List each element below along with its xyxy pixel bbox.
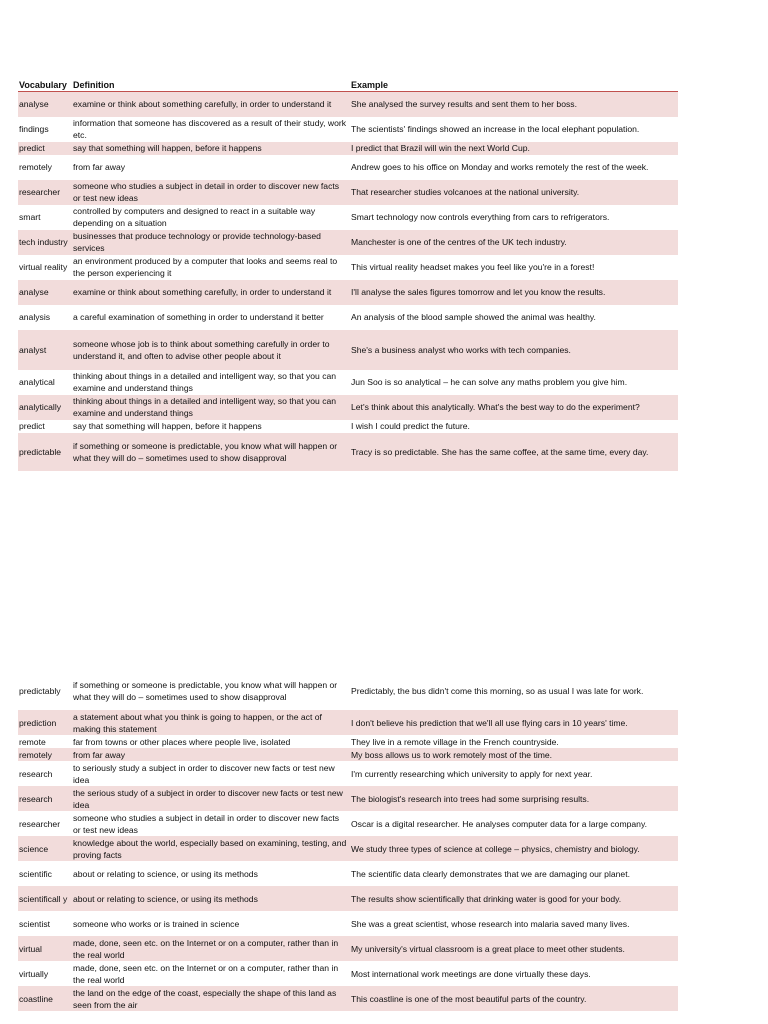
example-cell: This virtual reality headset makes you feel like you're in a forest! (350, 255, 678, 280)
definition-cell: someone who studies a subject in detail in order to discover new facts or test new ideas (72, 811, 350, 836)
example-column-header: Example (350, 78, 678, 92)
table-row (18, 330, 678, 370)
table-row (18, 836, 678, 861)
definition-cell: thinking about things in a detailed and intelligent way, so that you can examine and understand things (72, 395, 350, 420)
example-cell: She's a business analyst who works with tech companies. (350, 330, 678, 370)
table-row (18, 786, 678, 811)
table-row (18, 230, 678, 255)
vocabulary-cell: remotely (18, 748, 72, 761)
table-row (18, 117, 678, 142)
example-cell: We study three types of science at college – physics, chemistry and biology. (350, 836, 678, 861)
example-cell: The biologist's research into trees had some surprising results. (350, 786, 678, 811)
vocabulary-table (18, 78, 678, 471)
definition-cell: if something or someone is predictable, you know what will happen or what they will do – sometimes used to show disapproval (72, 672, 350, 710)
table-row (18, 911, 678, 936)
vocabulary-cell: scientist (18, 911, 72, 936)
vocabulary-cell: researcher (18, 180, 72, 205)
table-row (18, 936, 678, 961)
table-row (18, 280, 678, 305)
example-cell: My university's virtual classroom is a great place to meet other students. (350, 936, 678, 961)
definition-cell: thinking about things in a detailed and intelligent way, so that you can examine and understand things (72, 370, 350, 395)
definition-cell: an environment produced by a computer that looks and seems real to the person experiencing it (72, 255, 350, 280)
example-cell: Smart technology now controls everything from cars to refrigerators. (350, 205, 678, 230)
definition-cell: knowledge about the world, especially based on examining, testing, and proving facts (72, 836, 350, 861)
vocabulary-cell: remote (18, 735, 72, 748)
table-row (18, 420, 678, 433)
example-cell: An analysis of the blood sample showed the animal was healthy. (350, 305, 678, 330)
definition-cell: about or relating to science, or using its methods (72, 886, 350, 911)
vocabulary-cell: remotely (18, 155, 72, 180)
definition-cell: if something or someone is predictable, you know what will happen or what they will do – sometimes used to show disapproval (72, 433, 350, 471)
table-row (18, 180, 678, 205)
vocabulary-column-header: Vocabulary (18, 78, 72, 92)
vocabulary-cell: predictable (18, 433, 72, 471)
definition-cell: someone whose job is to think about something carefully in order to understand it, and often to advise other people about it (72, 330, 350, 370)
vocabulary-cell: prediction (18, 710, 72, 735)
table-row (18, 811, 678, 836)
vocabulary-cell: analytically (18, 395, 72, 420)
example-cell: I predict that Brazil will win the next World Cup. (350, 142, 678, 155)
example-cell: She analysed the survey results and sent them to her boss. (350, 92, 678, 117)
table-row (18, 370, 678, 395)
vocabulary-cell: findings (18, 117, 72, 142)
table-row (18, 155, 678, 180)
table-row (18, 710, 678, 735)
vocabulary-cell: science (18, 836, 72, 861)
definition-cell: a statement about what you think is going to happen, or the act of making this statement (72, 710, 350, 735)
example-cell: Most international work meetings are done virtually these days. (350, 961, 678, 986)
definition-cell: far from towns or other places where people live, isolated (72, 735, 350, 748)
example-cell: Andrew goes to his office on Monday and works remotely the rest of the week. (350, 155, 678, 180)
definition-cell: the serious study of a subject in order to discover new facts or test new idea (72, 786, 350, 811)
table-row (18, 395, 678, 420)
example-cell: The scientific data clearly demonstrates that we are damaging our planet. (350, 861, 678, 886)
vocabulary-cell: researcher (18, 811, 72, 836)
vocabulary-cell: analyse (18, 280, 72, 305)
example-cell: I don't believe his prediction that we'll all use flying cars in 10 years' time. (350, 710, 678, 735)
example-cell: Tracy is so predictable. She has the same coffee, at the same time, every day. (350, 433, 678, 471)
vocabulary-table (18, 672, 678, 1011)
table-row (18, 205, 678, 230)
definition-cell: made, done, seen etc. on the Internet or on a computer, rather than in the real world (72, 936, 350, 961)
example-cell: Manchester is one of the centres of the UK tech industry. (350, 230, 678, 255)
vocabulary-cell: predict (18, 420, 72, 433)
vocabulary-sheet-page-2 (18, 672, 678, 1011)
definition-cell: someone who studies a subject in detail in order to discover new facts or test new ideas (72, 180, 350, 205)
vocabulary-cell: virtual (18, 936, 72, 961)
definition-cell: the land on the edge of the coast, especially the shape of this land as seen from the air (72, 986, 350, 1011)
definition-cell: from far away (72, 748, 350, 761)
table-row (18, 761, 678, 786)
table-row (18, 861, 678, 886)
definition-cell: say that something will happen, before it happens (72, 142, 350, 155)
definition-cell: about or relating to science, or using its methods (72, 861, 350, 886)
table-header-row (18, 78, 678, 92)
table-row (18, 433, 678, 471)
vocabulary-sheet-page-1 (18, 78, 678, 471)
example-cell: I'll analyse the sales figures tomorrow and let you know the results. (350, 280, 678, 305)
vocabulary-cell: virtual reality (18, 255, 72, 280)
definition-cell: examine or think about something carefully, in order to understand it (72, 280, 350, 305)
example-cell: That researcher studies volcanoes at the national university. (350, 180, 678, 205)
vocabulary-cell: coastline (18, 986, 72, 1011)
definition-cell: examine or think about something carefully, in order to understand it (72, 92, 350, 117)
definition-cell: say that something will happen, before it happens (72, 420, 350, 433)
example-cell: I'm currently researching which university to apply for next year. (350, 761, 678, 786)
example-cell: I wish I could predict the future. (350, 420, 678, 433)
definition-cell: businesses that produce technology or provide technology-based services (72, 230, 350, 255)
definition-cell: from far away (72, 155, 350, 180)
definition-cell: a careful examination of something in order to understand it better (72, 305, 350, 330)
vocabulary-cell: analytical (18, 370, 72, 395)
example-cell: This coastline is one of the most beautiful parts of the country. (350, 986, 678, 1011)
table-row (18, 92, 678, 117)
vocabulary-cell: analyse (18, 92, 72, 117)
table-row (18, 142, 678, 155)
definition-cell: someone who works or is trained in science (72, 911, 350, 936)
definition-cell: made, done, seen etc. on the Internet or on a computer, rather than in the real world (72, 961, 350, 986)
table-row (18, 886, 678, 911)
example-cell: The results show scientifically that drinking water is good for your body. (350, 886, 678, 911)
example-cell: Oscar is a digital researcher. He analyses computer data for a large company. (350, 811, 678, 836)
example-cell: Jun Soo is so analytical – he can solve any maths problem you give him. (350, 370, 678, 395)
vocabulary-cell: tech industry (18, 230, 72, 255)
example-cell: They live in a remote village in the French countryside. (350, 735, 678, 748)
vocabulary-cell: research (18, 786, 72, 811)
vocabulary-cell: scientific (18, 861, 72, 886)
vocabulary-cell: predict (18, 142, 72, 155)
table-row (18, 255, 678, 280)
table-row (18, 986, 678, 1011)
definition-cell: to seriously study a subject in order to discover new facts or test new idea (72, 761, 350, 786)
vocabulary-cell: analysis (18, 305, 72, 330)
table-row (18, 735, 678, 748)
definition-cell: controlled by computers and designed to react in a suitable way depending on a situation (72, 205, 350, 230)
example-cell: She was a great scientist, whose research into malaria saved many lives. (350, 911, 678, 936)
vocabulary-cell: predictably (18, 672, 72, 710)
example-cell: The scientists' findings showed an increase in the local elephant population. (350, 117, 678, 142)
example-cell: Let's think about this analytically. What's the best way to do the experiment? (350, 395, 678, 420)
example-cell: Predictably, the bus didn't come this morning, so as usual I was late for work. (350, 672, 678, 710)
example-cell: My boss allows us to work remotely most of the time. (350, 748, 678, 761)
table-row (18, 961, 678, 986)
vocabulary-cell: analyst (18, 330, 72, 370)
vocabulary-cell: scientificall y (18, 886, 72, 911)
table-row (18, 672, 678, 710)
definition-column-header: Definition (72, 78, 350, 92)
table-row (18, 305, 678, 330)
vocabulary-cell: smart (18, 205, 72, 230)
vocabulary-cell: virtually (18, 961, 72, 986)
table-row (18, 748, 678, 761)
vocabulary-cell: research (18, 761, 72, 786)
definition-cell: information that someone has discovered as a result of their study, work etc. (72, 117, 350, 142)
